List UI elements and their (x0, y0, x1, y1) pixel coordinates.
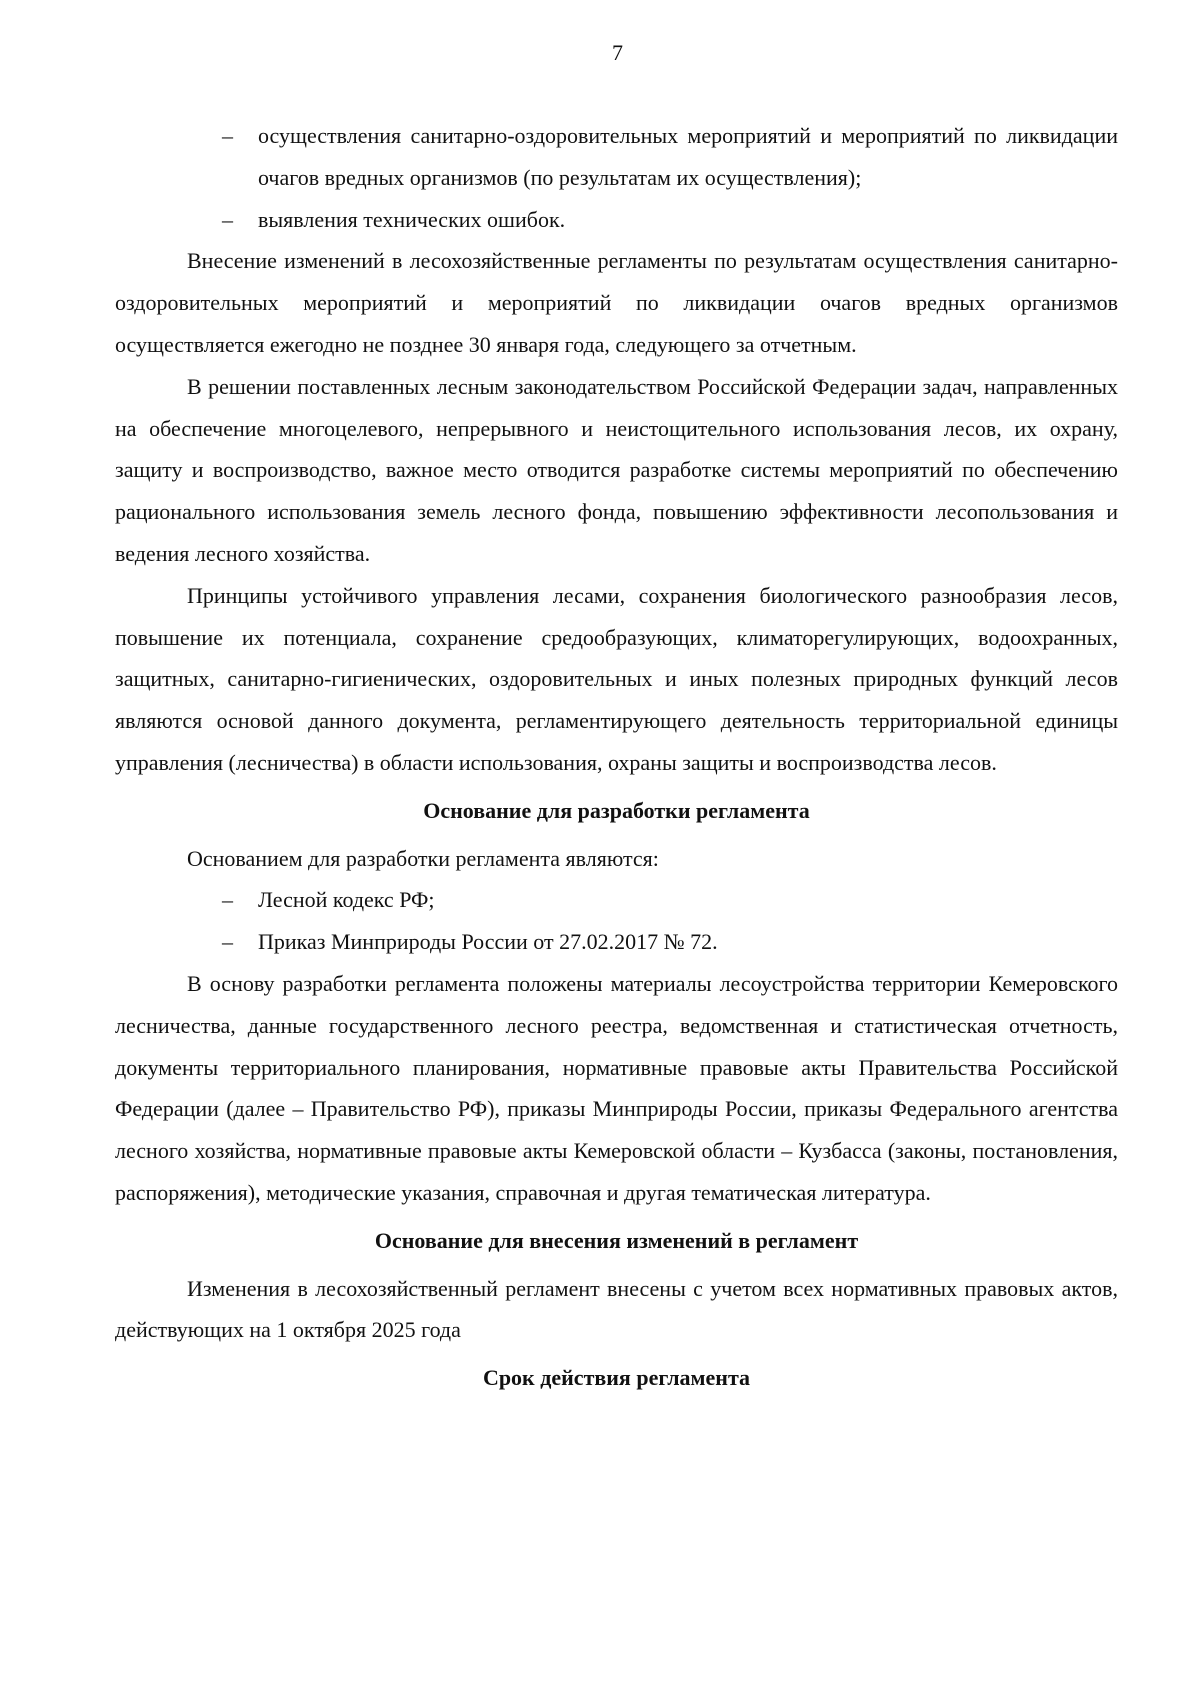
list-item (115, 115, 1118, 199)
section-heading: Срок действия регламента (482, 1365, 751, 1391)
section-heading: Основание для внесения изменений в регламент (374, 1227, 859, 1253)
paragraph: Принципы устойчивого управления лесами, сохранения биологического разнообразия лесов, повышение их потенциала, сохранение средообразующих, климаторегулирующих, водоохранных, защитных, санитарно-гигиенических, оздоровительных и иных полезных природных функций лесов являются основой данного документа, регламентирующего деятельность территориальной единицы управления (лесничества) в области использования, охраны защиты и воспроизводства лесов. (115, 582, 1118, 775)
paragraph: Изменения в лесохозяйственный регламент внесены с учетом всех нормативных правовых актов, действующих на 1 октября 2025 года (115, 1275, 1118, 1343)
page-number: 7 (612, 40, 623, 65)
list-item (115, 879, 1118, 921)
list-item-text: Приказ Минприроды России от 27.02.2017 № 72. (258, 929, 718, 955)
list-item-text: осуществления санитарно-оздоровительных мероприятий и мероприятий по ликвидации очагов вредных организмов (по результатам их осуществления); (258, 123, 1118, 190)
document-content (115, 0, 1118, 1405)
section-heading: Основание для разработки регламента (423, 797, 810, 823)
list-item (115, 921, 1118, 963)
list-item-text: выявления технических ошибок. (258, 206, 566, 232)
dash-marker: – (222, 929, 233, 955)
list-item-text: Лесной кодекс РФ; (258, 887, 435, 913)
dash-marker: – (222, 887, 233, 913)
list-item (115, 199, 1118, 241)
paragraph: В решении поставленных лесным законодательством Российской Федерации задач, направленных на обеспечение многоцелевого, непрерывного и неистощительного использования лесов, их охрану, защиту и воспроизводство, важное место отводится разработке системы мероприятий по обеспечению рационального использования земель лесного фонда, повышению эффективности лесопользования и ведения лесного хозяйства. (115, 373, 1118, 566)
paragraph: Основанием для разработки регламента являются: (187, 845, 659, 871)
paragraph: В основу разработки регламента положены материалы лесоустройства территории Кемеровского лесничества, данные государственного лесного реестра, ведомственная и статистическая отчетность, документы территориального планирования, нормативные правовые акты Правительства Российской Федерации (далее – Правительство РФ), приказы Минприроды России, приказы Федерального агентства лесного хозяйства, нормативные правовые акты Кемеровской области – Кузбасса (законы, постановления, распоряжения), методические указания, справочная и другая тематическая литература. (115, 970, 1118, 1205)
dash-marker: – (222, 123, 233, 148)
paragraph: Внесение изменений в лесохозяйственные регламенты по результатам осуществления санитарно-оздоровительных мероприятий и мероприятий по ликвидации очагов вредных организмов осуществляется ежегодно не позднее 30 января года, следующего за отчетным. (115, 248, 1118, 357)
dash-marker: – (222, 206, 233, 232)
